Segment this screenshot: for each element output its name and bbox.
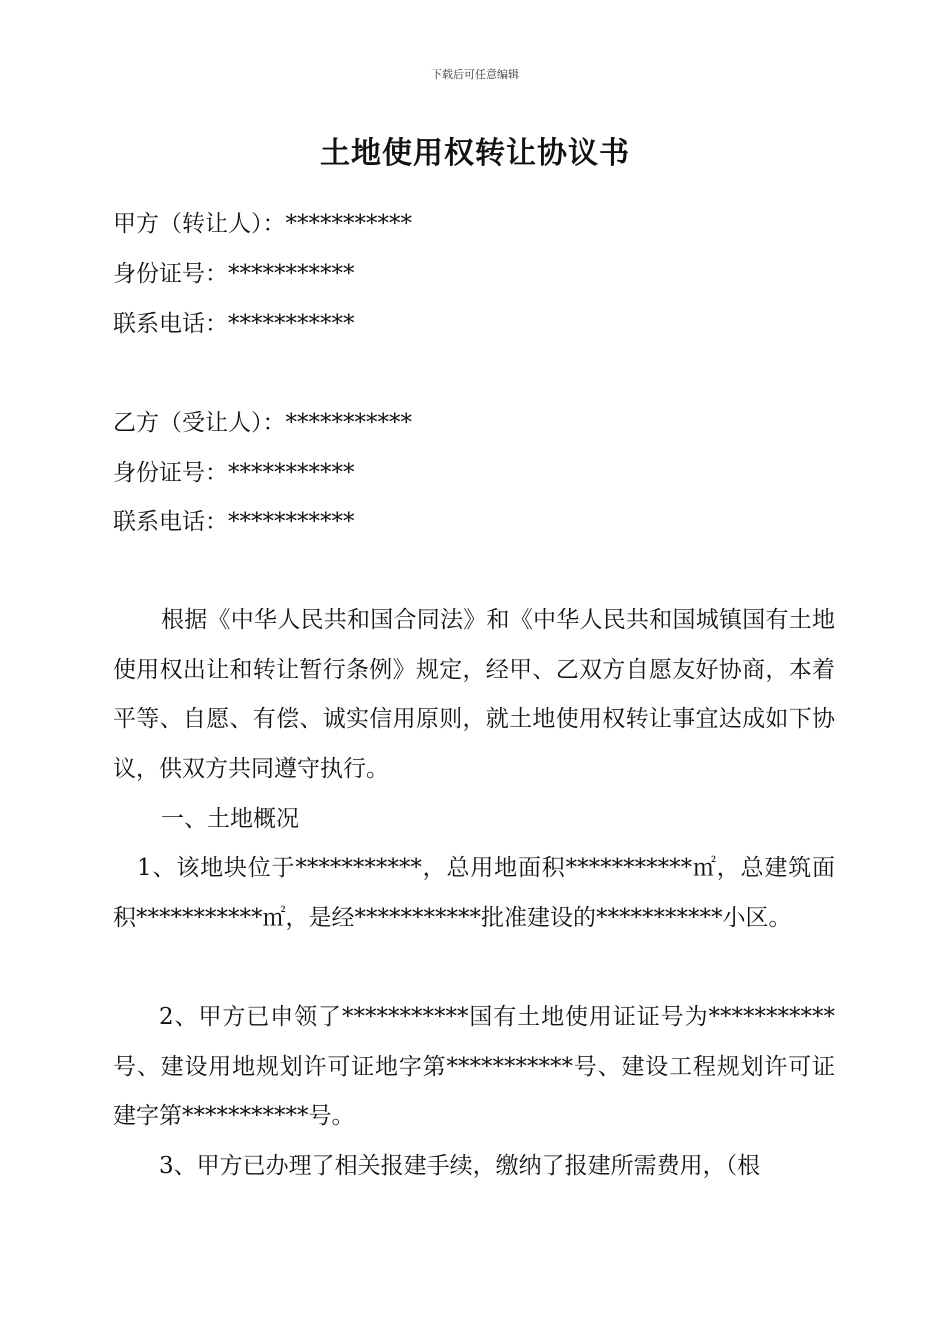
party-b-name: 乙方（受让人）：***********: [113, 410, 412, 436]
clause-1-paragraph: 1、该地块位于***********，总用地面积***********㎡，总建筑面积***********㎡，是经***********批准建设的***********小区。: [113, 855, 835, 931]
party-b-id-number: 身份证号：***********: [113, 460, 355, 486]
section-heading-land-overview: 一、土地概况: [161, 806, 299, 832]
clause-3-paragraph: 3、甲方已办理了相关报建手续，缴纳了报建所需费用，（根: [159, 1153, 761, 1179]
header-note: 下载后可任意编辑: [431, 68, 519, 81]
party-a-name: 甲方（转让人）：***********: [113, 211, 412, 237]
party-b-phone: 联系电话：***********: [113, 509, 355, 535]
intro-paragraph: 根据《中华人民共和国合同法》和《中华人民共和国城镇国有土地使用权出让和转让暂行条例》规定，经甲、乙双方自愿友好协商，本着平等、自愿、有偿、诚实信用原则，就土地使用权转让事宜达成如下协议，供双方共同遵守执行。: [113, 607, 835, 782]
document-title: 土地使用权转让协议书: [320, 136, 630, 171]
clause-2-paragraph: 2、甲方已申领了***********国有土地使用证证号为***********号、建设用地规划许可证地字第***********号、建设工程规划许可证建字第***********号。: [113, 1004, 835, 1129]
party-a-id-number: 身份证号：***********: [113, 261, 355, 287]
party-a-phone: 联系电话：***********: [113, 311, 355, 337]
